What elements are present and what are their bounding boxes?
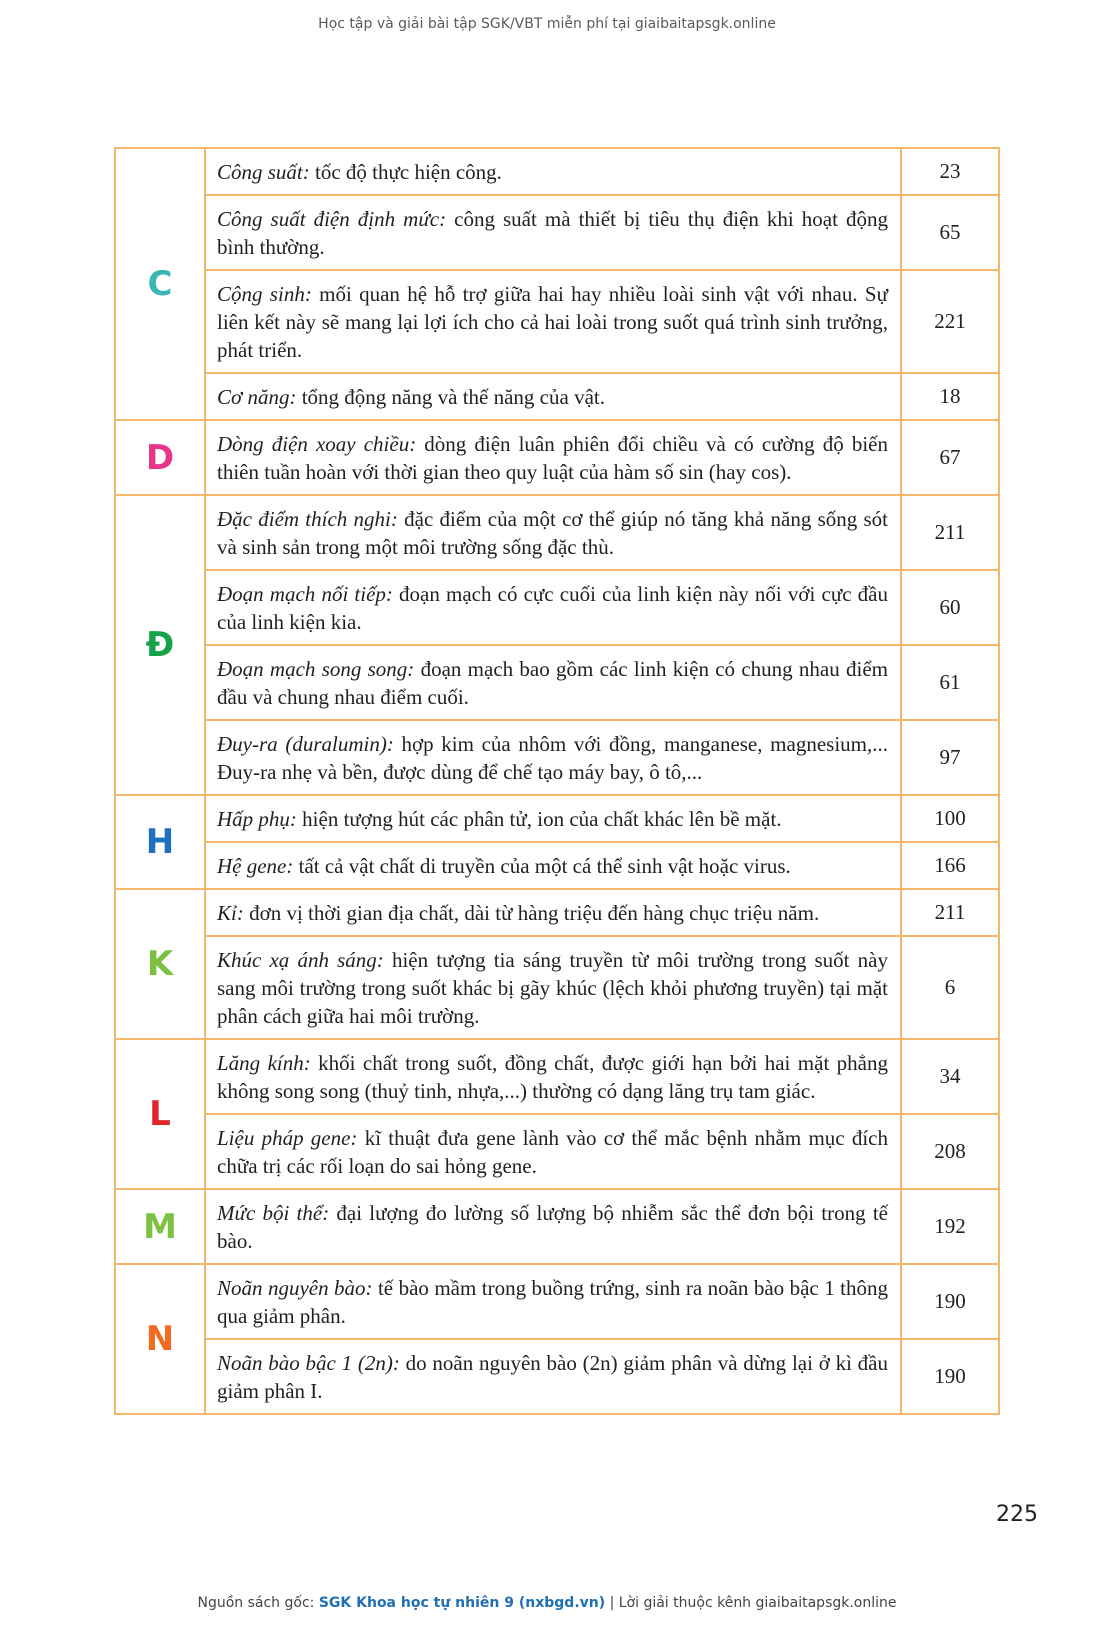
glossary-row [115,148,999,195]
definition-cell [205,1264,901,1339]
glossary-row [115,795,999,842]
definition-cell [205,645,901,720]
page-reference: 61 [901,645,999,720]
definition-cell [205,795,901,842]
section-letter: L [115,1039,205,1189]
glossary-row [115,373,999,420]
section-letter: C [115,148,205,420]
glossary-term: Noãn nguyên bào: [217,1276,373,1300]
glossary-definition: kĩ thuật đưa gene lành vào cơ thể mắc bệnh nhằm mục đích chữa trị các rối loạn do sai hỏng gene. [217,1126,888,1178]
glossary-row [115,1264,999,1339]
footer-prefix: Nguồn sách gốc: [197,1595,319,1611]
definition-cell [205,1189,901,1264]
glossary-term: Hệ gene: [217,854,294,878]
glossary-row [115,420,999,495]
page-reference: 60 [901,570,999,645]
page-reference: 100 [901,795,999,842]
page-reference: 211 [901,495,999,570]
definition-cell [205,270,901,373]
glossary-term: Khúc xạ ánh sáng: [217,948,384,972]
glossary-row [115,720,999,795]
glossary-row [115,570,999,645]
section-letter: M [115,1189,205,1264]
glossary-row [115,1039,999,1114]
glossary-term: Liệu pháp gene: [217,1126,358,1150]
glossary-definition: do noãn nguyên bào (2n) giảm phân và dừng lại ở kì đầu giảm phân I. [217,1351,888,1403]
page-reference: 190 [901,1264,999,1339]
glossary-term: Mức bội thể: [217,1201,330,1225]
page-reference: 6 [901,936,999,1039]
glossary-definition: công suất mà thiết bị tiêu thụ điện khi hoạt động bình thường. [217,207,888,259]
page-reference: 211 [901,889,999,936]
glossary-term: Công suất: [217,160,310,184]
glossary-row [115,495,999,570]
definition-cell [205,936,901,1039]
page-reference: 208 [901,1114,999,1189]
glossary-definition: tế bào mầm trong buồng trứng, sinh ra noãn bào bậc 1 thông qua giảm phân. [217,1276,888,1328]
page-reference: 18 [901,373,999,420]
definition-cell [205,373,901,420]
page-reference: 97 [901,720,999,795]
page-number: 225 [996,1502,1038,1527]
glossary-term: Lăng kính: [217,1051,311,1075]
glossary-row [115,1339,999,1414]
glossary-definition: đơn vị thời gian địa chất, dài từ hàng triệu đến hàng chục triệu năm. [243,901,820,925]
definition-cell [205,420,901,495]
glossary-table [114,147,1000,1415]
glossary-row [115,842,999,889]
glossary-row [115,936,999,1039]
glossary-row [115,1189,999,1264]
glossary-definition: đại lượng đo lường số lượng bộ nhiễm sắc thể đơn bội trong tế bào. [217,1201,888,1253]
glossary-term: Đoạn mạch song song: [217,657,415,681]
glossary-term: Công suất điện định mức: [217,207,447,231]
page-reference: 65 [901,195,999,270]
glossary-definition: dòng điện luân phiên đổi chiều và có cường độ biến thiên tuần hoàn với thời gian theo quy luật của hàm số sin (hay cos). [217,432,888,484]
glossary-definition: hiện tượng hút các phân tử, ion của chất khác lên bề mặt. [296,807,782,831]
glossary-definition: tổng động năng và thế năng của vật. [296,385,605,409]
page-reference: 192 [901,1189,999,1264]
definition-cell [205,195,901,270]
page-reference: 221 [901,270,999,373]
glossary-definition: mối quan hệ hỗ trợ giữa hai hay nhiều loài sinh vật với nhau. Sự liên kết này sẽ mang lại lợi ích cho cả hai loài trong suốt quá trình sinh trưởng, phát triển. [217,282,888,362]
glossary-term: Kỉ: [217,901,244,925]
glossary-term: Đoạn mạch nối tiếp: [217,582,393,606]
glossary-definition: đoạn mạch có cực cuối của linh kiện này nối với cực đầu của linh kiện kia. [217,582,888,634]
glossary-row [115,1114,999,1189]
glossary-row [115,270,999,373]
glossary-definition: tốc độ thực hiện công. [309,160,502,184]
glossary-definition: đặc điểm của một cơ thể giúp nó tăng khả năng sống sót và sinh sản trong một môi trường sống đặc thù. [217,507,888,559]
section-letter: D [115,420,205,495]
definition-cell [205,720,901,795]
definition-cell [205,889,901,936]
definition-cell [205,1339,901,1414]
page-reference: 34 [901,1039,999,1114]
definition-cell [205,495,901,570]
definition-cell [205,842,901,889]
page-reference: 67 [901,420,999,495]
footer-source-link[interactable]: SGK Khoa học tự nhiên 9 (nxbgd.vn) [318,1595,606,1611]
definition-cell [205,570,901,645]
glossary-term: Đặc điểm thích nghi: [217,507,398,531]
page-reference: 166 [901,842,999,889]
section-letter: N [115,1264,205,1414]
glossary-term: Noãn bào bậc 1 (2n): [217,1351,400,1375]
glossary-row [115,645,999,720]
footer-suffix: | Lời giải thuộc kênh giaibaitapsgk.online [605,1595,897,1611]
glossary-definition: đoạn mạch bao gồm các linh kiện có chung nhau điểm đầu và chung nhau điểm cuối. [217,657,888,709]
glossary-term: Đuy-ra (duralumin): [217,732,394,756]
glossary-term: Dòng điện xoay chiều: [217,432,417,456]
glossary-definition: tất cả vật chất di truyền của một cá thể sinh vật hoặc virus. [293,854,791,878]
footer-note [0,1595,1094,1611]
glossary-row [115,889,999,936]
definition-cell [205,148,901,195]
glossary-term: Hấp phụ: [217,807,297,831]
glossary-definition: hợp kim của nhôm với đồng, manganese, magnesium,... Đuy-ra nhẹ và bền, được dùng để chế tạo máy bay, ô tô,... [217,732,888,784]
definition-cell [205,1114,901,1189]
top-note: Học tập và giải bài tập SGK/VBT miễn phí tại giaibaitapsgk.online [318,16,776,32]
page-reference: 23 [901,148,999,195]
glossary-definition: khối chất trong suốt, đồng chất, được giới hạn bởi hai mặt phẳng không song song (thuỷ tinh, nhựa,...) thường có dạng lăng trụ tam giác. [217,1051,889,1103]
section-letter: H [115,795,205,889]
glossary-term: Cộng sinh: [217,282,312,306]
glossary-definition: hiện tượng tia sáng truyền từ môi trường trong suốt này sang môi trường trong suốt khác bị gãy khúc (lệch khỏi phương truyền) tại mặt phân cách giữa hai môi trường. [217,948,888,1028]
section-letter: Đ [115,495,205,795]
page-reference: 190 [901,1339,999,1414]
glossary-term: Cơ năng: [217,385,297,409]
section-letter: K [115,889,205,1039]
definition-cell [205,1039,901,1114]
glossary-row [115,195,999,270]
